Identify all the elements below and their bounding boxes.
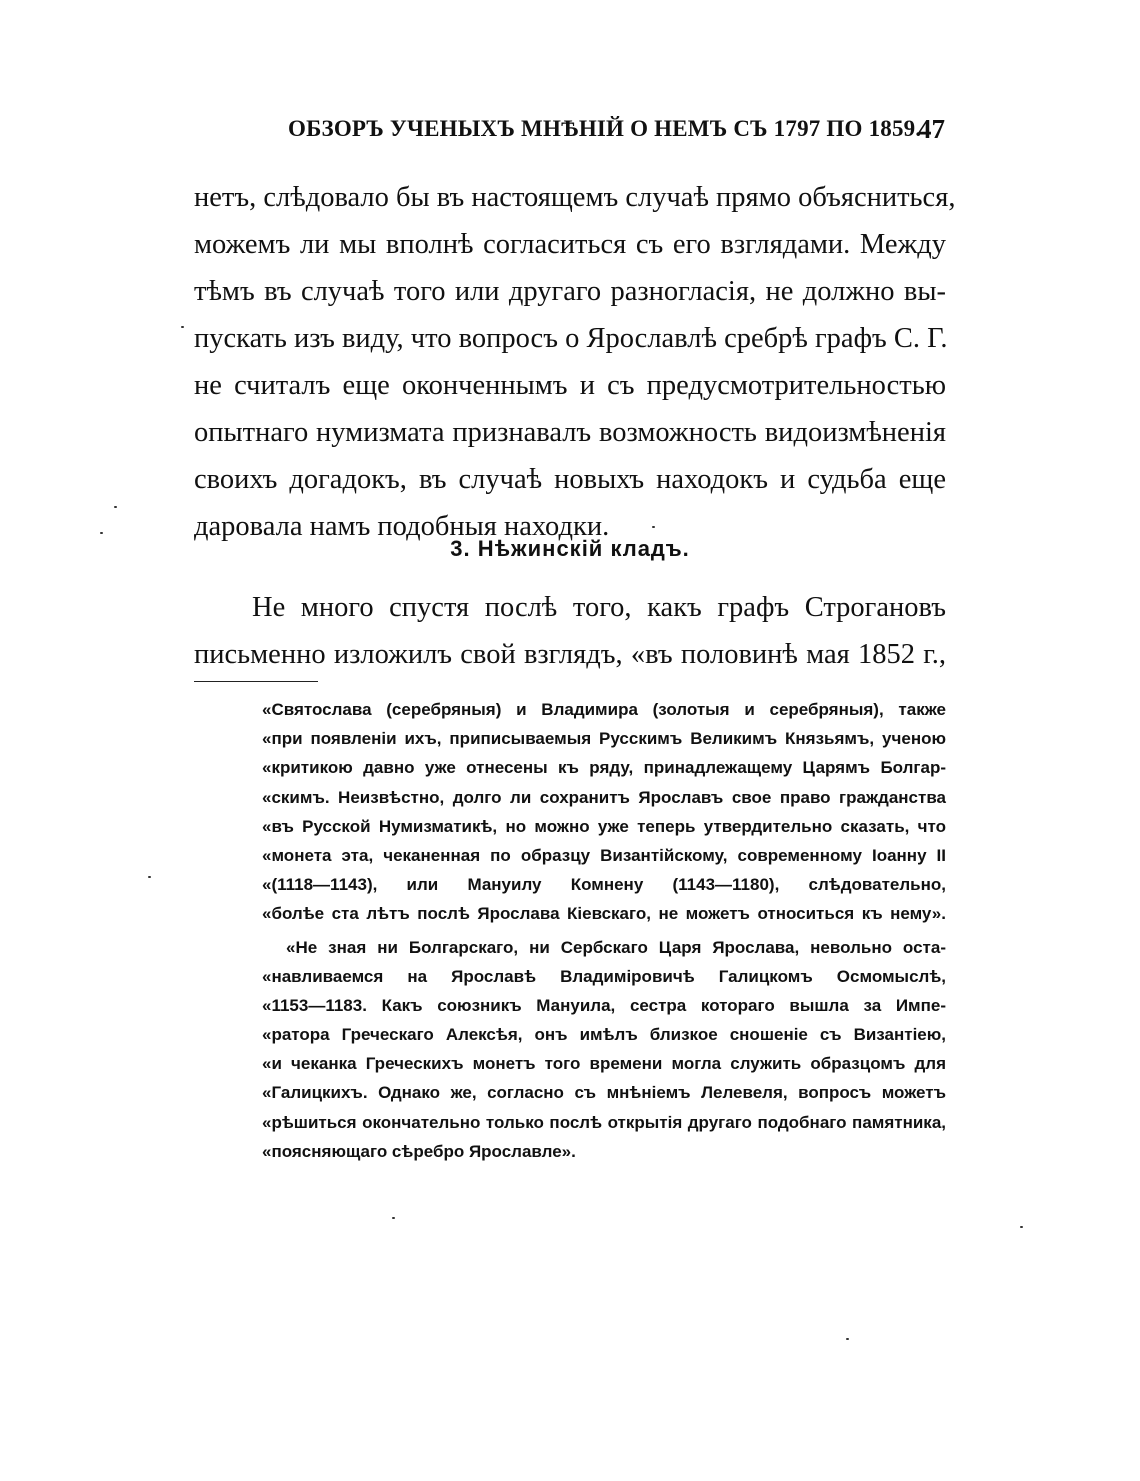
text-line: даровала намъ подобныя находки. [194,511,610,542]
text-line: своихъ догадокъ, въ случаѣ новыхъ находокъ и судьба еще [194,464,946,495]
section-heading: 3. Нѣжинскій кладъ. [450,536,690,561]
footnote-line: «Святослава (серебряныя) и Владимира (золотыя и серебряныя), также [262,700,946,719]
text-line: не считалъ еще оконченнымъ и съ предусмотрительностью [194,370,946,401]
footnote-divider [194,681,318,682]
scan-speck [392,1217,395,1219]
footnote-line: «при появленіи ихъ, приписываемыя Русскимъ Великимъ Князьямъ, ученою [262,729,946,749]
footnote-line: «1153—1183. Какъ союзникъ Мануила, сестра котораго вышла за Импе- [262,995,946,1015]
text-line: письменно изложилъ свой взглядъ, «въ половинѣ мая 1852 г., [194,639,946,670]
scan-speck [114,506,117,508]
scan-speck [100,532,103,534]
footnote-block-1 [262,695,946,929]
text-line: опытнаго нумизмата признавалъ возможность видоизмѣненія [194,417,946,448]
footnote-line: «скимъ. Неизвѣстно, долго ли сохранитъ Ярославъ свое право гражданства [262,787,946,807]
footnote-line: «(1118—1143), или Мануилу Комнену (1143—1180), слѣдовательно, [262,875,946,895]
footnote-line: «Галицкихъ. Однако же, согласно съ мнѣніемъ Лелевеля, вопросъ можетъ [262,1083,946,1103]
footnote-block-2 [262,933,946,1167]
footnote-line: «критикою давно уже отнесены къ ряду, принадлежащему Царямъ Болгар- [262,758,946,778]
footnote-line: «Не зная ни Болгарскаго, ни Сербскаго Царя Ярослава, невольно оста- [286,937,946,957]
footnote-line: «поясняющаго сѣребро Ярославле». [262,1141,576,1161]
paragraph-2 [194,584,946,678]
paragraph-1 [194,174,956,550]
text-line: тѣмъ въ случаѣ того или другаго разногласія, не должно вы- [194,276,946,307]
scan-speck [181,326,184,328]
scan-speck [846,1338,849,1340]
footnote [262,695,946,1166]
page-number: 47 [918,114,945,144]
footnote-line: «и чеканка Греческихъ монетъ того времени могла служить образцомъ для [262,1054,946,1074]
footnote-line: «навливаемся на Ярославѣ Владиміровичѣ Галицкомъ Осмомыслѣ, [262,966,946,986]
footnote-line: «болѣе ста лѣтъ послѣ Ярослава Кіевскаго, не можетъ относиться къ нему». [262,904,946,924]
footnote-line: «рѣшиться окончательно только послѣ открытія другаго подобнаго памятника, [262,1112,946,1132]
footnote-line: «въ Русской Нумизматикѣ, но можно уже теперь утвердительно сказать, что [262,816,946,836]
scan-speck [1020,1226,1023,1228]
text-line: можемъ ли мы вполнѣ согласиться съ его взглядами. Между [194,229,946,260]
footnote-line: «ратора Греческаго Алексѣя, онъ имѣлъ близкое сношеніе съ Византіею, [262,1025,946,1045]
scan-speck [148,876,151,878]
scan-speck [652,526,655,528]
text-line: Не много спустя послѣ того, какъ графъ Строгановъ [252,592,946,623]
text-line: нетъ, слѣдовало бы въ настоящемъ случаѣ прямо объясниться, [194,182,956,213]
running-head-title: ОБЗОРЪ УЧЕНЫХЪ МНѢНІЙ О НЕМЪ СЪ 1797 ПО 1859. [288,116,922,141]
footnote-line: «монета эта, чеканенная по образцу Византійскому, современному Іоанну II [262,845,946,865]
text-line: пускать изъ виду, что вопросъ о Ярославлѣ сребрѣ графъ С. Г. [194,323,948,354]
